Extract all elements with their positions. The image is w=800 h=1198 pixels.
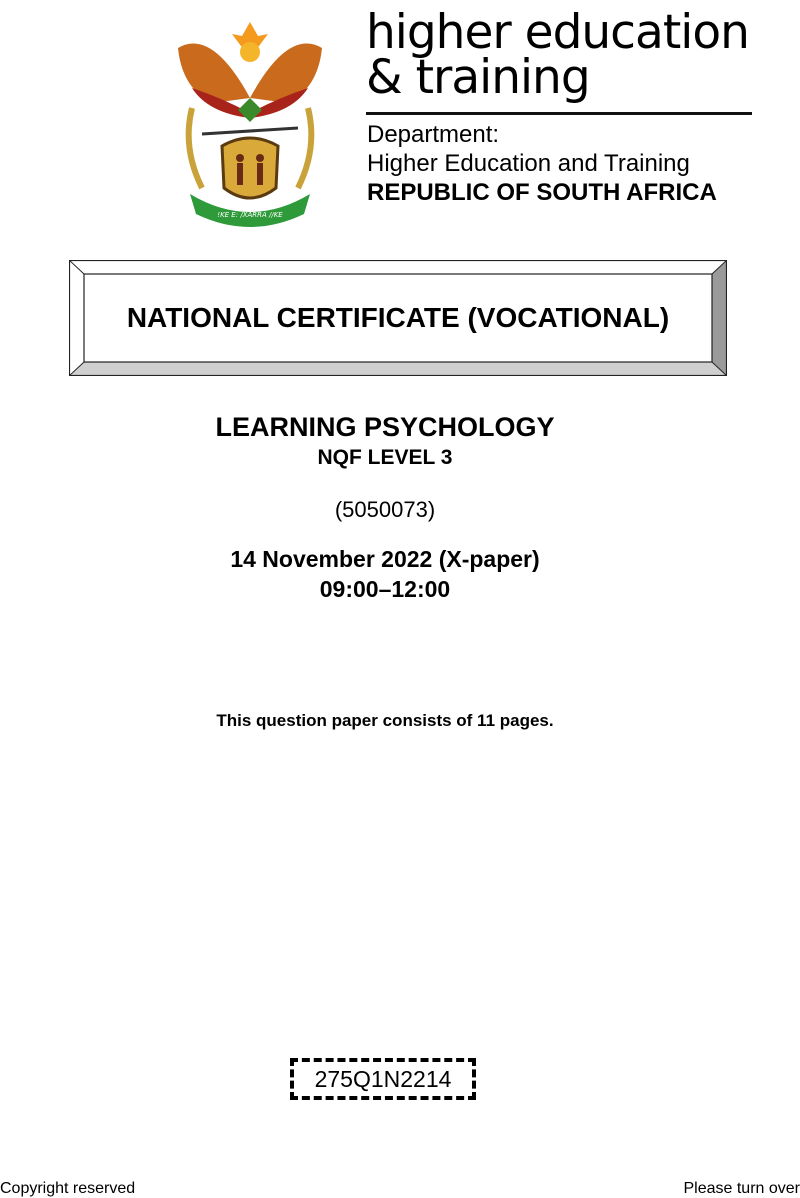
nqf-level: NQF LEVEL 3 [317, 446, 453, 469]
footer-turn-over: Please turn over [683, 1180, 800, 1197]
exam-date: 14 November 2022 (X-paper) [230, 546, 540, 572]
paper-id: 275Q1N2214 [314, 1065, 452, 1092]
country-name: REPUBLIC OF SOUTH AFRICA [367, 179, 717, 206]
page-count-note: This question paper consists of 11 pages. [216, 711, 554, 730]
brand-divider [366, 112, 752, 115]
paper-id-box [290, 1058, 476, 1100]
subject-title: LEARNING PSYCHOLOGY [215, 412, 555, 442]
crest-motto: !KE E: /XARRA //KE [217, 211, 283, 219]
exam-time: 09:00–12:00 [319, 576, 451, 602]
brand-line-1: higher education [366, 5, 749, 60]
coat-of-arms-logo [172, 18, 328, 228]
dept-label: Department: [367, 121, 500, 148]
certificate-title: NATIONAL CERTIFICATE (VOCATIONAL) [126, 302, 670, 333]
footer-copyright: Copyright reserved [0, 1180, 136, 1197]
department-block [367, 120, 717, 207]
brand-wordmark [366, 5, 749, 105]
dept-name: Higher Education and Training [367, 150, 690, 177]
brand-line-2: & training [366, 50, 590, 105]
subject-code: (5050073) [334, 497, 436, 522]
